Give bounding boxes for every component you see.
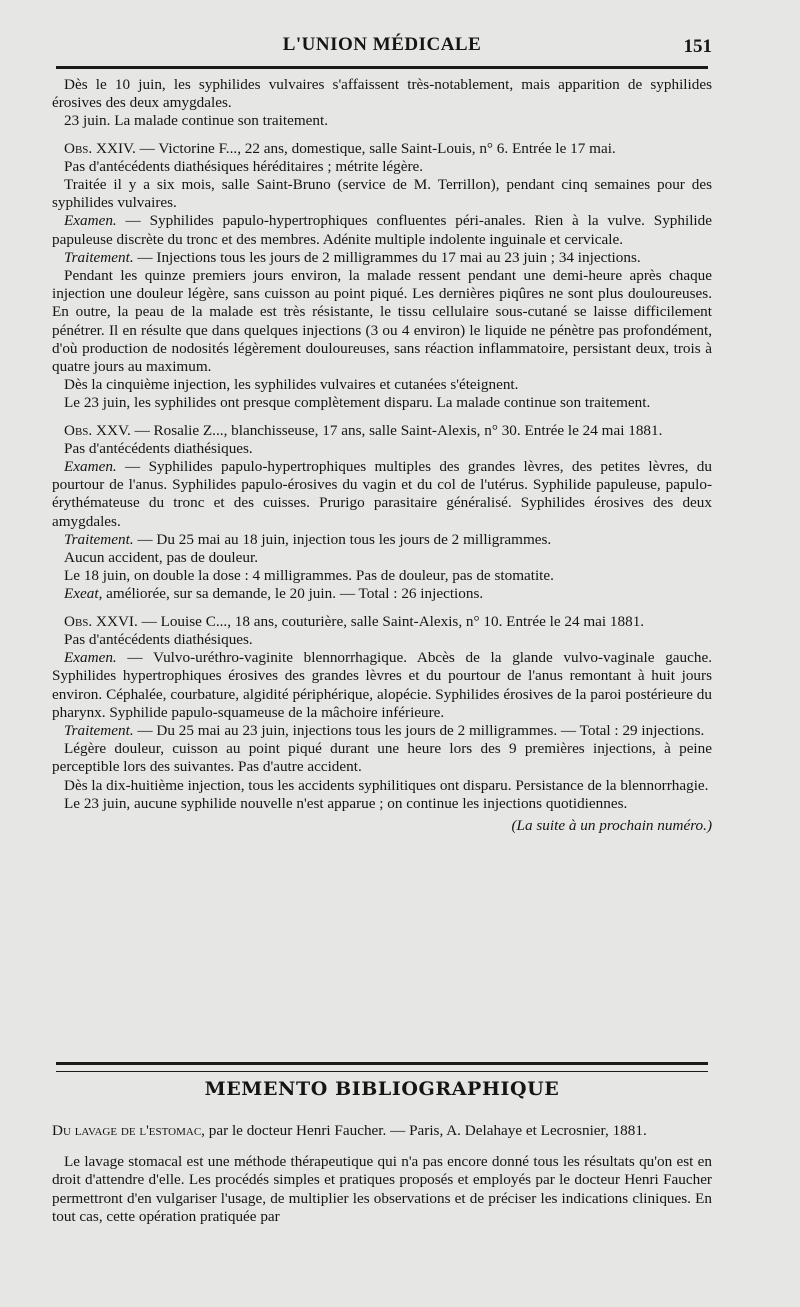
paragraph-text: — Du 25 mai au 18 juin, injection tous les jours de 2 milligrammes. (133, 530, 552, 548)
section-label: Traitement. (64, 530, 134, 548)
section-label: Traitement. (64, 721, 134, 739)
paragraph-text: — Vulvo-uréthro-vaginite blennorrhagique. Abcès de la glande vulvo-vaginale gauche. Syphilides hypertrophiques érosives des grandes lèvres et du pourtour de l'anus remontant à huit jours environ. Céphalée, courbature, algidité périphérique, alopécie. Syphilides érosives de la paroi postérieure du pharynx. Syphilide papulo-squameuse de la mâchoire inférieure. (52, 649, 712, 721)
article-body (52, 76, 712, 835)
observation-heading (52, 613, 712, 631)
paragraph (52, 458, 712, 531)
paragraph: Le 23 juin, les syphilides ont presque complètement disparu. La malade continue son traitement. (64, 394, 651, 412)
paragraph-text: — Du 25 mai au 23 juin, injections tous les jours de 2 milligrammes. — Total : 29 injections. (133, 721, 705, 739)
paragraph: Pas d'antécédents diathésiques. (64, 630, 253, 648)
observation-heading (52, 422, 712, 440)
bibliography-reference (52, 1122, 712, 1141)
section-label: Exeat, (64, 585, 103, 603)
section-label: Examen. (64, 649, 117, 667)
section-label: Traitement. (64, 248, 134, 266)
paragraph: Traitée il y a six mois, salle Saint-Bruno (service de M. Terrillon), pendant cinq semaines pour des syphilides vulvaires. (52, 176, 712, 212)
section-label: Examen. (64, 212, 117, 230)
section-label: Examen. (64, 458, 117, 476)
paragraph: 23 juin. La malade continue son traitement. (64, 112, 329, 130)
paragraph: Dès la dix-huitième injection, tous les accidents syphilitiques ont disparu. Persistance de la blennorrhagie. (64, 776, 709, 794)
reference-title: Du lavage de l'estomac, (52, 1122, 205, 1139)
paragraph: Aucun accident, pas de douleur. (64, 549, 258, 567)
observation-label: Obs. XXVI. (64, 612, 138, 630)
section-title: MEMENTO BIBLIOGRAPHIQUE (204, 1078, 560, 1100)
journal-title: L'UNION MÉDICALE (282, 34, 482, 55)
paragraph-text: — Injections tous les jours de 2 milligrammes du 17 mai au 23 juin ; 34 injections. (133, 248, 641, 266)
paragraph: Pendant les quinze premiers jours environ, la malade ressent pendant une demi-heure après chaque injection une douleur légère, sans cuisson au point piqué. Les dernières piqûres ne sont plus douloureuses. En outre, la peau de la malade est très résistante, le tissu cellulaire sous-cutané se laisse difficilement pénétrer. Il en résulte que dans quelques injections (3 ou 4 environ) le liquide ne pénètre pas profondément, d'où production de nodosités légèrement douloureuses, sans réaction inflammatoire, persistant deux, trois à quatre jours au maximum. (52, 267, 712, 376)
header-rule (56, 66, 708, 69)
paragraph (52, 722, 712, 740)
paragraph (52, 531, 712, 549)
paragraph-text: — Syphilides papulo-hypertrophiques confluentes péri-anales. Rien à la vulve. Syphilide papuleuse discrète du tronc et des membres. Adénite multiple indolente inguinale et cervicale. (52, 212, 712, 248)
observation-label: Obs. XXIV. (64, 139, 136, 157)
paragraph (52, 249, 712, 267)
paragraph: Légère douleur, cuisson au point piqué durant une heure lors des 9 premières injections, à peine perceptible lors des suivantes. Pas d'autre accident. (52, 740, 712, 776)
observation-text: — Victorine F..., 22 ans, domestique, salle Saint-Louis, n° 6. Entrée le 17 mai. (135, 139, 616, 157)
paragraph (52, 585, 712, 603)
running-header (52, 34, 712, 62)
continuation-note: (La suite à un prochain numéro.) (511, 816, 712, 834)
paragraph: Le 18 juin, on double la dose : 4 milligrammes. Pas de douleur, pas de stomatite. (64, 567, 554, 585)
paragraph (52, 212, 712, 248)
page-number: 151 (683, 36, 712, 57)
section-divider (56, 1062, 708, 1072)
paragraph-text: améliorée, sur sa demande, le 20 juin. — Total : 26 injections. (102, 585, 484, 603)
paragraph: Dès la cinquième injection, les syphilides vulvaires et cutanées s'éteignent. (64, 376, 519, 394)
paragraph: Dès le 10 juin, les syphilides vulvaires s'affaissent très-notablement, mais apparition de syphilides érosives des deux amygdales. (52, 76, 712, 112)
observation-label: Obs. XXV. (64, 421, 131, 439)
observation-text: — Louise C..., 18 ans, couturière, salle Saint-Alexis, n° 10. Entrée le 24 mai 1881. (137, 612, 645, 630)
observation-text: — Rosalie Z..., blanchisseuse, 17 ans, salle Saint-Alexis, n° 30. Entrée le 24 mai 1881. (130, 421, 663, 439)
paragraph-text: — Syphilides papulo-hypertrophiques multiples des grandes lèvres, des petites lèvres, du pourtour de l'anus. Syphilides papulo-érosives du vagin et du col de l'utérus. Syphilide papuleuse, papulo-érythémateuse du tronc et des cuisses. Prurigo parasitaire généralisé. Syphilides érosives des deux amygdales. (52, 458, 712, 530)
observation-heading (52, 140, 712, 158)
review-paragraph: Le lavage stomacal est une méthode thérapeutique qui n'a pas encore donné tous les résultats qu'on est en droit d'attendre d'elle. Les procédés simples et pratiques proposés et employés par le docteur Henri Faucher permettront d'en vulgariser l'usage, de multiplier les observations et de préciser les indications cliniques. En tout cas, cette opération pratiquée par (52, 1152, 712, 1226)
reference-details: par le docteur Henri Faucher. — Paris, A. Delahaye et Lecrosnier, 1881. (204, 1122, 647, 1139)
bibliography-section (52, 1122, 712, 1227)
paragraph (52, 649, 712, 722)
paragraph: Le 23 juin, aucune syphilide nouvelle n'est apparue ; on continue les injections quotidiennes. (64, 794, 628, 812)
paragraph: Pas d'antécédents diathésiques. (64, 439, 253, 457)
paragraph: Pas d'antécédents diathésiques héréditaires ; métrite légère. (64, 157, 424, 175)
